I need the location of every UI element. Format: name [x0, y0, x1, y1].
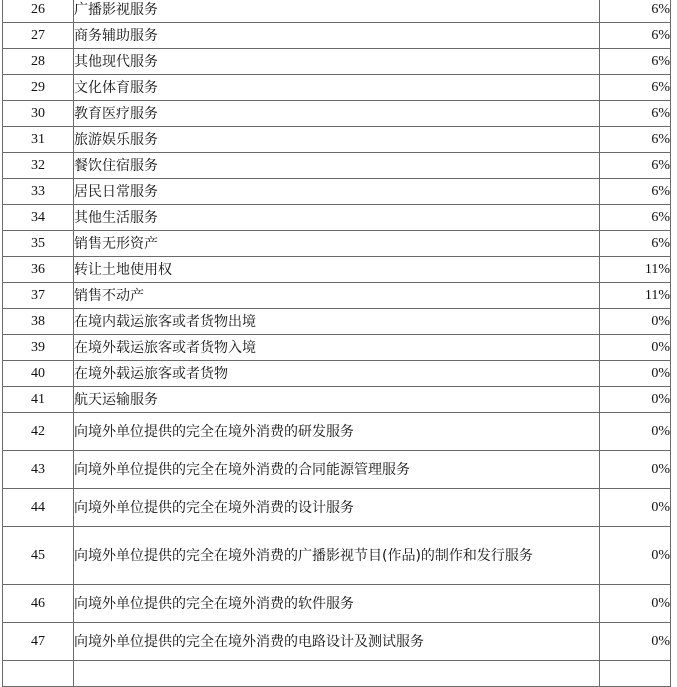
row-number: 28 — [3, 49, 74, 75]
table-row — [3, 661, 671, 687]
tax-rate: 0% — [600, 451, 671, 489]
service-item: 在境内载运旅客或者货物出境 — [74, 309, 600, 335]
row-number: 31 — [3, 127, 74, 153]
table-row — [3, 49, 671, 75]
row-number: 38 — [3, 309, 74, 335]
tax-rate: 0% — [600, 335, 671, 361]
table-row — [3, 205, 671, 231]
service-item: 在境外载运旅客或者货物入境 — [74, 335, 600, 361]
tax-rate: 6% — [600, 75, 671, 101]
tax-rate: 6% — [600, 0, 671, 23]
row-number: 32 — [3, 153, 74, 179]
table-row — [3, 257, 671, 283]
row-number — [3, 661, 74, 687]
table-row — [3, 361, 671, 387]
tax-rate: 6% — [600, 101, 671, 127]
table-row — [3, 283, 671, 309]
service-item: 其他现代服务 — [74, 49, 600, 75]
service-item: 向境外单位提供的完全在境外消费的软件服务 — [74, 585, 600, 623]
tax-rate: 0% — [600, 309, 671, 335]
row-number: 46 — [3, 585, 74, 623]
tax-rate: 0% — [600, 387, 671, 413]
table-row — [3, 489, 671, 527]
table-row — [3, 153, 671, 179]
service-item: 旅游娱乐服务 — [74, 127, 600, 153]
table-row — [3, 75, 671, 101]
tax-rate: 6% — [600, 179, 671, 205]
tax-rate: 11% — [600, 257, 671, 283]
tax-rate: 11% — [600, 283, 671, 309]
row-number: 33 — [3, 179, 74, 205]
service-item: 销售不动产 — [74, 283, 600, 309]
service-item — [74, 661, 600, 687]
tax-rate: 0% — [600, 585, 671, 623]
row-number: 27 — [3, 23, 74, 49]
tax-rate-table — [2, 0, 671, 687]
service-item: 转让土地使用权 — [74, 257, 600, 283]
service-item: 广播影视服务 — [74, 0, 600, 23]
service-item: 在境外载运旅客或者货物 — [74, 361, 600, 387]
service-item: 向境外单位提供的完全在境外消费的广播影视节目(作品)的制作和发行服务 — [74, 527, 600, 585]
service-item: 向境外单位提供的完全在境外消费的设计服务 — [74, 489, 600, 527]
table-row — [3, 231, 671, 257]
table-row — [3, 387, 671, 413]
tax-rate: 6% — [600, 127, 671, 153]
table-row — [3, 309, 671, 335]
row-number: 36 — [3, 257, 74, 283]
tax-rate: 6% — [600, 23, 671, 49]
tax-rate: 6% — [600, 231, 671, 257]
row-number: 40 — [3, 361, 74, 387]
service-item: 商务辅助服务 — [74, 23, 600, 49]
tax-rate — [600, 661, 671, 687]
table-row — [3, 335, 671, 361]
row-number: 34 — [3, 205, 74, 231]
table-row — [3, 179, 671, 205]
row-number: 26 — [3, 0, 74, 23]
service-item: 教育医疗服务 — [74, 101, 600, 127]
service-item: 航天运输服务 — [74, 387, 600, 413]
service-item: 销售无形资产 — [74, 231, 600, 257]
row-number: 39 — [3, 335, 74, 361]
tax-rate-table-body — [3, 0, 671, 687]
tax-rate: 0% — [600, 527, 671, 585]
tax-rate: 6% — [600, 153, 671, 179]
tax-rate: 0% — [600, 623, 671, 661]
table-row — [3, 23, 671, 49]
row-number: 35 — [3, 231, 74, 257]
row-number: 30 — [3, 101, 74, 127]
row-number: 45 — [3, 527, 74, 585]
service-item: 居民日常服务 — [74, 179, 600, 205]
service-item: 餐饮住宿服务 — [74, 153, 600, 179]
table-row — [3, 451, 671, 489]
row-number: 37 — [3, 283, 74, 309]
row-number: 47 — [3, 623, 74, 661]
row-number: 44 — [3, 489, 74, 527]
service-item: 向境外单位提供的完全在境外消费的研发服务 — [74, 413, 600, 451]
row-number: 41 — [3, 387, 74, 413]
service-item: 向境外单位提供的完全在境外消费的电路设计及测试服务 — [74, 623, 600, 661]
table-row — [3, 101, 671, 127]
table-row — [3, 527, 671, 585]
service-item: 向境外单位提供的完全在境外消费的合同能源管理服务 — [74, 451, 600, 489]
tax-rate: 0% — [600, 413, 671, 451]
table-row — [3, 413, 671, 451]
table-row — [3, 585, 671, 623]
service-item: 其他生活服务 — [74, 205, 600, 231]
table-row — [3, 623, 671, 661]
table-row — [3, 127, 671, 153]
tax-rate: 0% — [600, 489, 671, 527]
row-number: 29 — [3, 75, 74, 101]
row-number: 43 — [3, 451, 74, 489]
service-item: 文化体育服务 — [74, 75, 600, 101]
tax-rate: 0% — [600, 361, 671, 387]
row-number: 42 — [3, 413, 74, 451]
table-row — [3, 0, 671, 23]
tax-rate: 6% — [600, 205, 671, 231]
tax-rate: 6% — [600, 49, 671, 75]
